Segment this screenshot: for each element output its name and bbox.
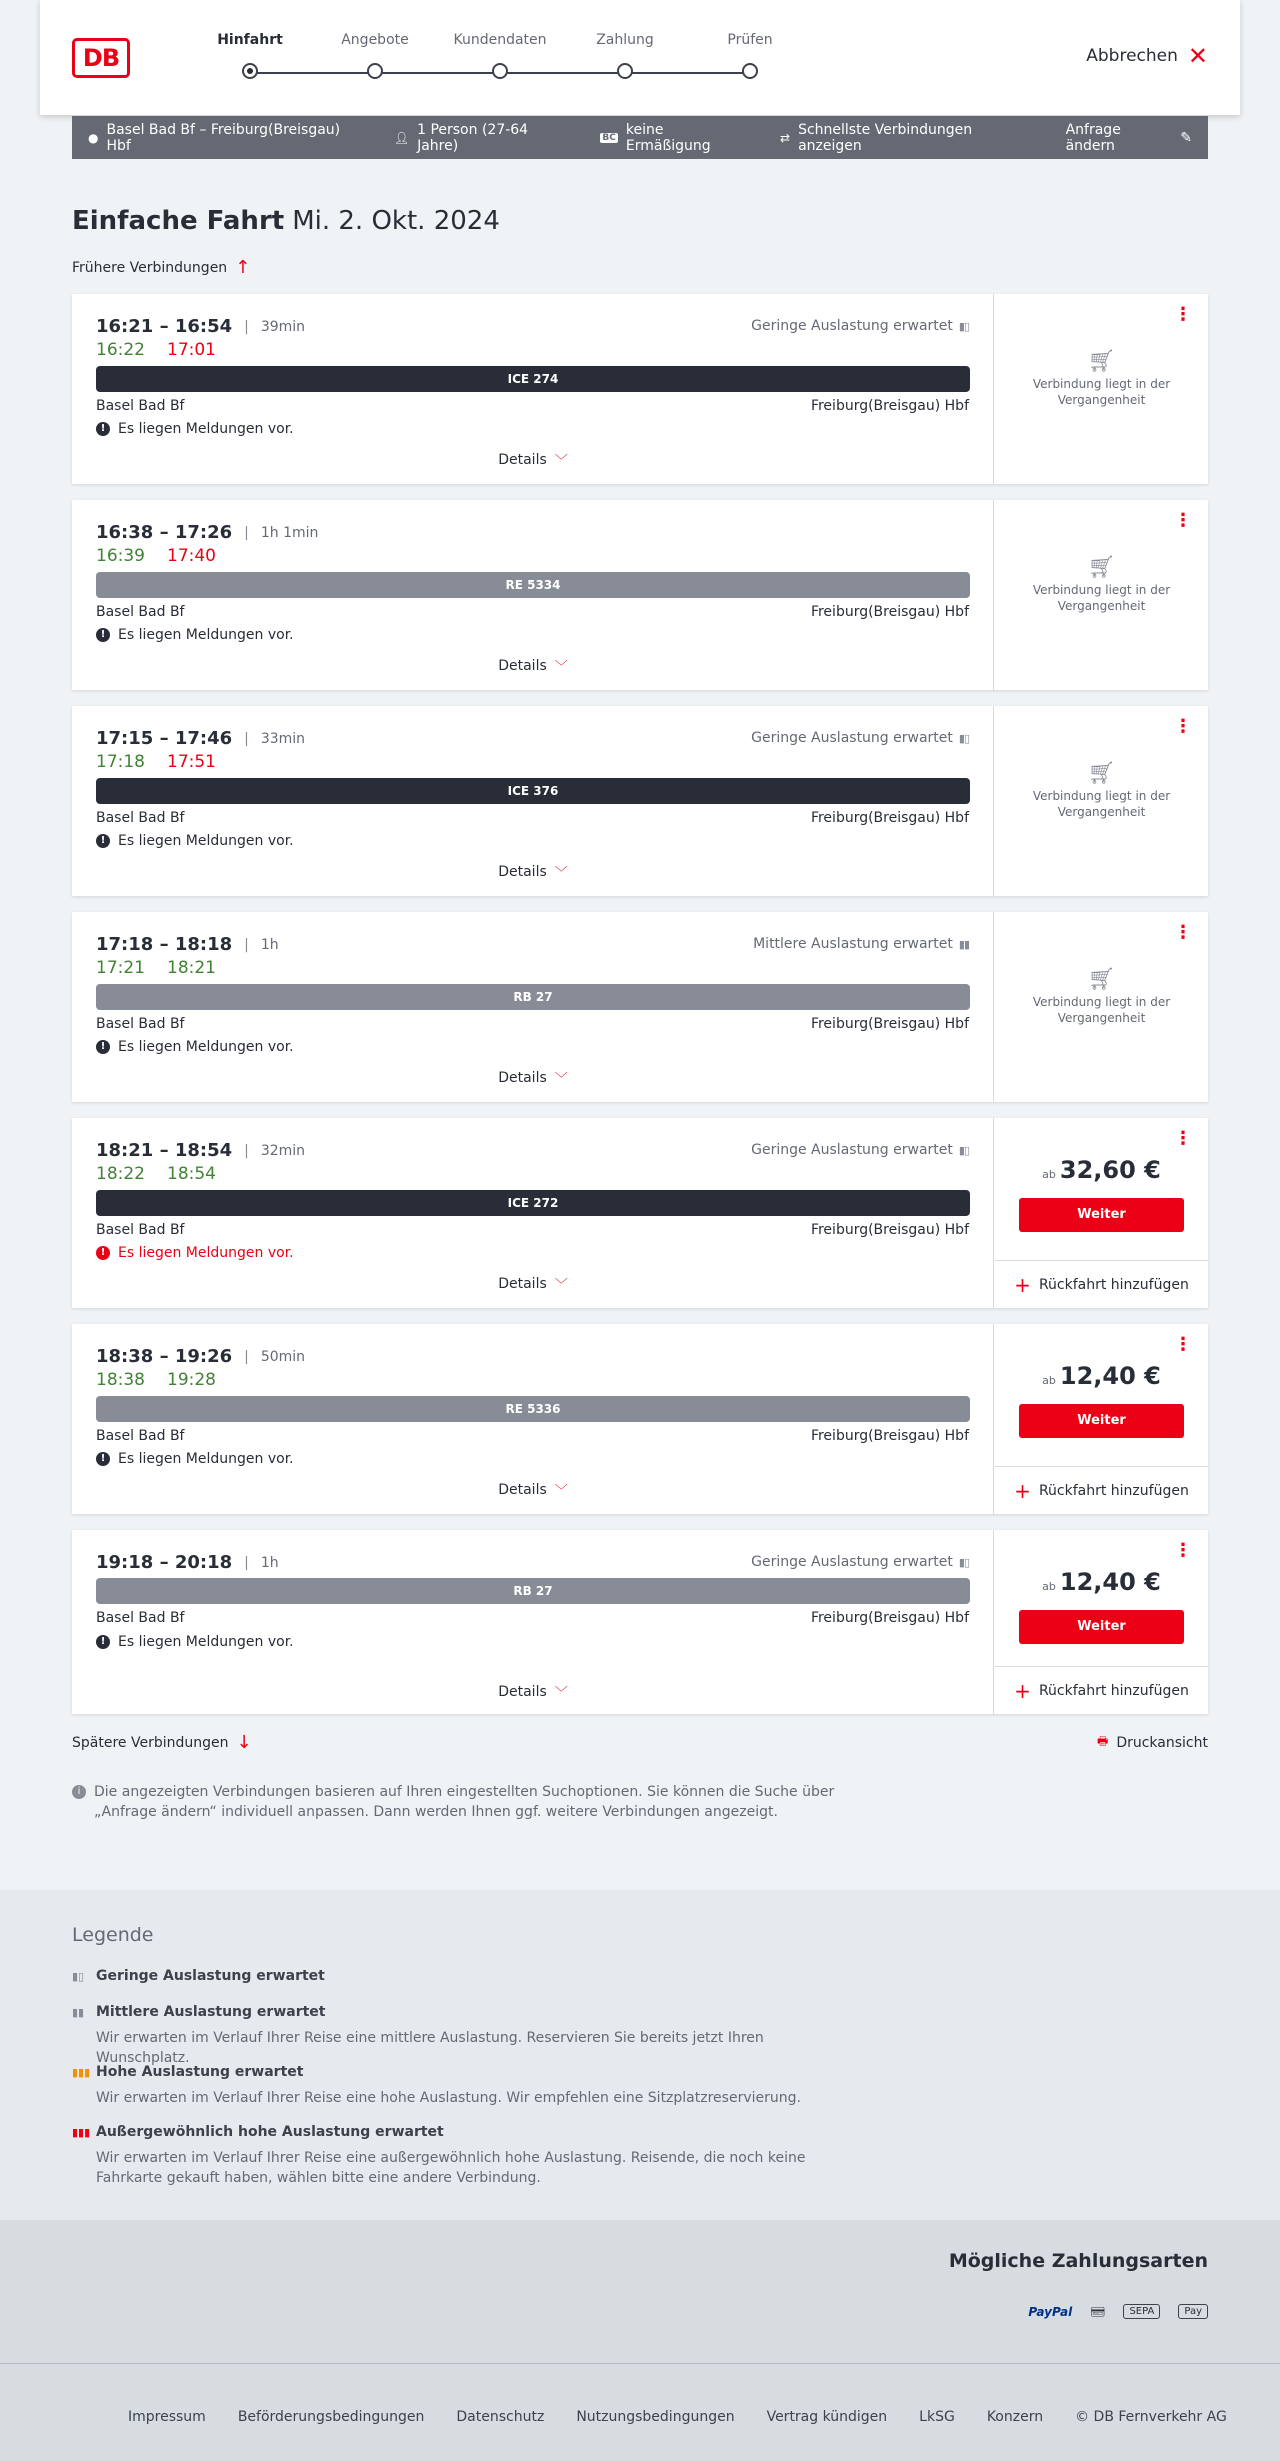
connection-info[interactable] <box>72 294 994 484</box>
exclamation-icon: ! <box>96 1040 110 1054</box>
offer-panel <box>995 294 1208 484</box>
bahncard-icon: BC <box>602 132 616 143</box>
step-kundendaten: Kundendaten <box>440 32 560 48</box>
plus-icon: + <box>1014 1678 1031 1703</box>
step-dot <box>242 63 258 79</box>
step-dot <box>617 63 633 79</box>
legend-item-high: ▮▮▮ Hohe Auslastung erwartet Wir erwarten im Verlauf Ihrer Reise eine hohe Auslastung. Wir empfehlen eine Sitzplatzreservierung. <box>72 2064 801 2106</box>
discount-info: BC keine Ermäßigung <box>602 121 711 154</box>
footer-link-konzern[interactable]: Konzern <box>986 2409 1044 2425</box>
cart-unavailable-icon: 🛒︎ <box>1087 349 1116 374</box>
connection-info[interactable] <box>72 500 994 690</box>
offer-panel <box>995 1118 1208 1308</box>
arrival-station: Freiburg(Breisgau) Hbf <box>810 398 969 414</box>
print-view-link[interactable]: 🖶 Druckansicht <box>1097 1732 1208 1753</box>
train-bar[interactable]: ICE 274 <box>96 366 970 392</box>
occupancy-low-icon: ▮▯ <box>958 1143 969 1157</box>
exclamation-icon: ! <box>96 422 110 436</box>
details-toggle[interactable]: Details ﹀ <box>498 1683 568 1701</box>
search-mode-info: ⇄ Schnellste Verbindungen anzeigen <box>780 121 973 154</box>
connection-times: 17:15 – 17:46 | 33min <box>96 728 306 749</box>
train-bar[interactable]: RB 27 <box>96 984 970 1010</box>
realtime-times: 16:22 17:01 <box>96 340 216 360</box>
realtime-times: 17:21 18:21 <box>96 958 216 978</box>
footer-link-vertrag-kuendigen[interactable]: Vertrag kündigen <box>766 2409 888 2425</box>
connection-card <box>72 1118 1208 1308</box>
add-return-button[interactable]: + Rückfahrt hinzufügen <box>995 1260 1208 1308</box>
person-icon: 👤︎ <box>393 130 410 145</box>
connection-times: 18:38 – 19:26 | 50min <box>96 1346 306 1367</box>
occupancy-info: Geringe Auslastung erwartet ▮▯ <box>751 730 969 746</box>
occupancy-exceptional-icon: ▮▮▮ <box>72 2125 91 2139</box>
arrow-down-icon: ↓ <box>236 1732 252 1753</box>
legend <box>0 1890 1280 2220</box>
occupancy-high-icon: ▮▮▮ <box>72 2065 91 2079</box>
connection-card <box>72 912 1208 1102</box>
arrival-station: Freiburg(Breisgau) Hbf <box>810 1016 969 1032</box>
footer-link-impressum[interactable]: Impressum <box>128 2409 206 2425</box>
legend-title: Legende <box>72 1924 154 1946</box>
chevron-down-icon: ﹀ <box>554 866 568 881</box>
chevron-down-icon: ﹀ <box>554 1686 568 1701</box>
connection-info[interactable] <box>72 706 994 896</box>
cart-unavailable-icon: 🛒︎ <box>1087 761 1116 786</box>
price: ab 32,60 € <box>1042 1156 1161 1184</box>
step-pruefen: Prüfen <box>690 32 810 48</box>
info-note: i Die angezeigten Verbindungen basieren auf Ihren eingestellten Suchoptionen. Sie können die Suche über „Anfrage ändern“ individuell anpassen. Dann werden Ihnen ggf. weitere Verbindungen angezeigt. <box>72 1782 852 1822</box>
departure-station: Basel Bad Bf <box>96 1016 185 1032</box>
request-bar <box>72 116 1208 159</box>
footer-link-nutzungsbedingungen[interactable]: Nutzungsbedingungen <box>576 2409 735 2425</box>
step-dot <box>367 63 383 79</box>
cart-unavailable-icon: 🛒︎ <box>1087 967 1116 992</box>
pencil-icon: ✎ <box>1180 129 1192 146</box>
credit-card-icon: 💳︎ <box>1090 2304 1106 2319</box>
paypal-icon: PayPal <box>1028 2304 1073 2319</box>
step-zahlung: Zahlung <box>565 32 685 48</box>
cart-unavailable-icon: 🛒︎ <box>1087 555 1116 580</box>
details-toggle[interactable]: Details ﹀ <box>498 451 568 469</box>
offer-panel <box>995 706 1208 896</box>
notice-message: ! Es liegen Meldungen vor. <box>96 1245 294 1261</box>
details-toggle[interactable]: Details ﹀ <box>498 1069 568 1087</box>
departure-station: Basel Bad Bf <box>96 810 185 826</box>
payment-methods <box>0 2220 1280 2363</box>
footer <box>0 2363 1280 2461</box>
close-icon: ✕ <box>1187 42 1208 70</box>
connection-info[interactable] <box>72 1118 994 1308</box>
legend-item-low: ▮▯ Geringe Auslastung erwartet <box>72 1968 325 1984</box>
db-logo[interactable]: DB <box>72 38 130 78</box>
sepa-icon: SEPA <box>1123 2304 1160 2319</box>
continue-button[interactable]: Weiter <box>1019 1610 1184 1644</box>
arrival-station: Freiburg(Breisgau) Hbf <box>810 810 969 826</box>
train-bar[interactable]: ICE 376 <box>96 778 970 804</box>
notice-message: ! Es liegen Meldungen vor. <box>96 1039 294 1055</box>
past-connection-note: 🛒︎ Verbindung liegt in der Vergangenheit <box>995 560 1208 614</box>
arrival-station: Freiburg(Breisgau) Hbf <box>810 1222 969 1238</box>
more-options-icon[interactable]: ⋮ <box>1174 922 1192 943</box>
step-angebote: Angebote <box>315 32 435 48</box>
location-pin-icon: ● <box>88 130 99 145</box>
train-bar[interactable]: ICE 272 <box>96 1190 970 1216</box>
chevron-down-icon: ﹀ <box>554 660 568 675</box>
connection-times: 16:21 – 16:54 | 39min <box>96 316 306 337</box>
printer-icon: 🖶 <box>1097 1734 1109 1748</box>
step-hinfahrt[interactable]: Hinfahrt <box>190 32 310 48</box>
price: ab 12,40 € <box>1042 1362 1161 1390</box>
details-toggle[interactable]: Details ﹀ <box>498 1481 568 1499</box>
notice-message: ! Es liegen Meldungen vor. <box>96 421 294 437</box>
notice-message: ! Es liegen Meldungen vor. <box>96 627 294 643</box>
more-options-icon[interactable]: ⋮ <box>1174 304 1192 325</box>
route-info: ● Basel Bad Bf – Freiburg(Breisgau) Hbf <box>88 121 341 154</box>
occupancy-info: Mittlere Auslastung erwartet ▮▮ <box>753 936 969 952</box>
connection-card <box>72 294 1208 484</box>
connection-info[interactable] <box>72 1324 994 1514</box>
notice-message: ! Es liegen Meldungen vor. <box>96 1634 294 1650</box>
departure-station: Basel Bad Bf <box>96 398 185 414</box>
legend-item-exceptional: ▮▮▮ Außergewöhnlich hohe Auslastung erwartet Wir erwarten im Verlauf Ihrer Reise eine außergewöhnlich hohe Auslastung. Reisende, die noch keine Fahrkarte gekauft haben, wählen bitte eine andere Verbindung. <box>72 2124 806 2186</box>
more-options-icon[interactable]: ⋮ <box>1174 716 1192 737</box>
page-title: Einfache Fahrt Mi. 2. Okt. 2024 <box>72 206 500 236</box>
cancel-label: Abbrechen <box>1086 46 1178 66</box>
arrival-station: Freiburg(Breisgau) Hbf <box>810 604 969 620</box>
step-dot <box>492 63 508 79</box>
details-toggle[interactable]: Details ﹀ <box>498 657 568 675</box>
connection-info[interactable] <box>72 912 994 1102</box>
offer-panel <box>995 500 1208 690</box>
occupancy-info: Geringe Auslastung erwartet ▮▯ <box>751 1554 969 1570</box>
chevron-down-icon: ﹀ <box>554 1072 568 1087</box>
connection-card <box>72 1530 1208 1714</box>
connection-info[interactable] <box>72 1530 994 1714</box>
exclamation-icon: ! <box>96 628 110 642</box>
departure-station: Basel Bad Bf <box>96 1610 185 1626</box>
legend-item-medium: ▮▮ Mittlere Auslastung erwartet Wir erwarten im Verlauf Ihrer Reise eine mittlere Auslastung. Reservieren Sie bereits jetzt Ihren Wunschplatz. <box>72 2004 764 2066</box>
past-connection-note: 🛒︎ Verbindung liegt in der Vergangenheit <box>995 766 1208 820</box>
details-toggle[interactable]: Details ﹀ <box>498 863 568 881</box>
continue-button[interactable]: Weiter <box>1019 1404 1184 1438</box>
more-options-icon[interactable]: ⋮ <box>1174 510 1192 531</box>
add-return-button[interactable]: + Rückfahrt hinzufügen <box>995 1666 1208 1714</box>
offer-panel <box>995 912 1208 1102</box>
more-options-icon[interactable]: ⋮ <box>1174 1128 1192 1149</box>
occupancy-medium-icon: ▮▮ <box>958 937 969 951</box>
plus-icon: + <box>1014 1478 1031 1503</box>
chevron-down-icon: ﹀ <box>554 1278 568 1293</box>
occupancy-low-icon: ▮▯ <box>958 319 969 333</box>
change-request-button[interactable]: Anfrage ändern ✎ <box>1065 121 1192 154</box>
connection-card <box>72 1324 1208 1514</box>
footer-copyright: © DB Fernverkehr AG <box>1075 2409 1227 2425</box>
train-bar[interactable]: RE 5336 <box>96 1396 970 1422</box>
plus-icon: + <box>1014 1272 1031 1297</box>
exclamation-icon: ! <box>96 1452 110 1466</box>
occupancy-info: Geringe Auslastung erwartet ▮▯ <box>751 318 969 334</box>
departure-station: Basel Bad Bf <box>96 1428 185 1444</box>
realtime-times: 18:38 19:28 <box>96 1370 216 1390</box>
apple-pay-icon: Pay <box>1178 2304 1208 2319</box>
departure-station: Basel Bad Bf <box>96 604 185 620</box>
exclamation-icon: ! <box>96 834 110 848</box>
realtime-times: 16:39 17:40 <box>96 546 216 566</box>
info-icon: i <box>72 1785 86 1799</box>
chevron-down-icon: ﹀ <box>554 454 568 469</box>
earlier-connections-link[interactable]: Frühere Verbindungen ↑ <box>72 257 251 278</box>
past-connection-note: 🛒︎ Verbindung liegt in der Vergangenheit <box>995 354 1208 408</box>
occupancy-low-icon: ▮▯ <box>72 1969 85 1983</box>
cancel-button[interactable] <box>1086 42 1208 70</box>
chevron-down-icon: ﹀ <box>554 1484 568 1499</box>
arrival-station: Freiburg(Breisgau) Hbf <box>810 1428 969 1444</box>
connection-times: 16:38 – 17:26 | 1h 1min <box>96 522 319 543</box>
details-toggle[interactable]: Details ﹀ <box>498 1275 568 1293</box>
occupancy-info: Geringe Auslastung erwartet ▮▯ <box>751 1142 969 1158</box>
progress-steps <box>210 32 773 92</box>
train-bar[interactable]: RB 27 <box>96 1578 970 1604</box>
offer-panel <box>995 1530 1208 1714</box>
add-return-button[interactable]: + Rückfahrt hinzufügen <box>995 1466 1208 1514</box>
payment-title: Mögliche Zahlungsarten <box>948 2250 1208 2272</box>
footer-link-datenschutz[interactable]: Datenschutz <box>456 2409 545 2425</box>
connection-times: 17:18 – 18:18 | 1h <box>96 934 279 955</box>
footer-link-befoerderungsbedingungen[interactable]: Beförderungsbedingungen <box>237 2409 425 2425</box>
departure-station: Basel Bad Bf <box>96 1222 185 1238</box>
train-bar[interactable]: RE 5334 <box>96 572 970 598</box>
continue-button[interactable]: Weiter <box>1019 1198 1184 1232</box>
step-dot <box>742 63 758 79</box>
later-connections-link[interactable]: Spätere Verbindungen ↓ <box>72 1732 252 1753</box>
notice-message: ! Es liegen Meldungen vor. <box>96 833 294 849</box>
header <box>40 0 1240 115</box>
realtime-times: 18:22 18:54 <box>96 1164 216 1184</box>
footer-link-lksg[interactable]: LkSG <box>919 2409 955 2425</box>
passenger-info: 👤︎ 1 Person (27-64 Jahre) <box>393 121 529 154</box>
occupancy-medium-icon: ▮▮ <box>72 2005 85 2019</box>
connection-times: 19:18 – 20:18 | 1h <box>96 1552 279 1573</box>
connection-times: 18:21 – 18:54 | 32min <box>96 1140 306 1161</box>
occupancy-low-icon: ▮▯ <box>958 731 969 745</box>
exclamation-icon: ! <box>96 1635 110 1649</box>
arrow-up-icon: ↑ <box>235 257 251 278</box>
occupancy-low-icon: ▮▯ <box>958 1555 969 1569</box>
price: ab 12,40 € <box>1042 1568 1161 1596</box>
exclamation-icon: ! <box>96 1246 110 1260</box>
swap-arrows-icon: ⇄ <box>780 130 791 145</box>
notice-message: ! Es liegen Meldungen vor. <box>96 1451 294 1467</box>
offer-panel <box>995 1324 1208 1514</box>
arrival-station: Freiburg(Breisgau) Hbf <box>810 1610 969 1626</box>
past-connection-note: 🛒︎ Verbindung liegt in der Vergangenheit <box>995 972 1208 1026</box>
realtime-times: 17:18 17:51 <box>96 752 216 772</box>
more-options-icon[interactable]: ⋮ <box>1174 1540 1192 1561</box>
connection-card <box>72 706 1208 896</box>
more-options-icon[interactable]: ⋮ <box>1174 1334 1192 1355</box>
connection-card <box>72 500 1208 690</box>
